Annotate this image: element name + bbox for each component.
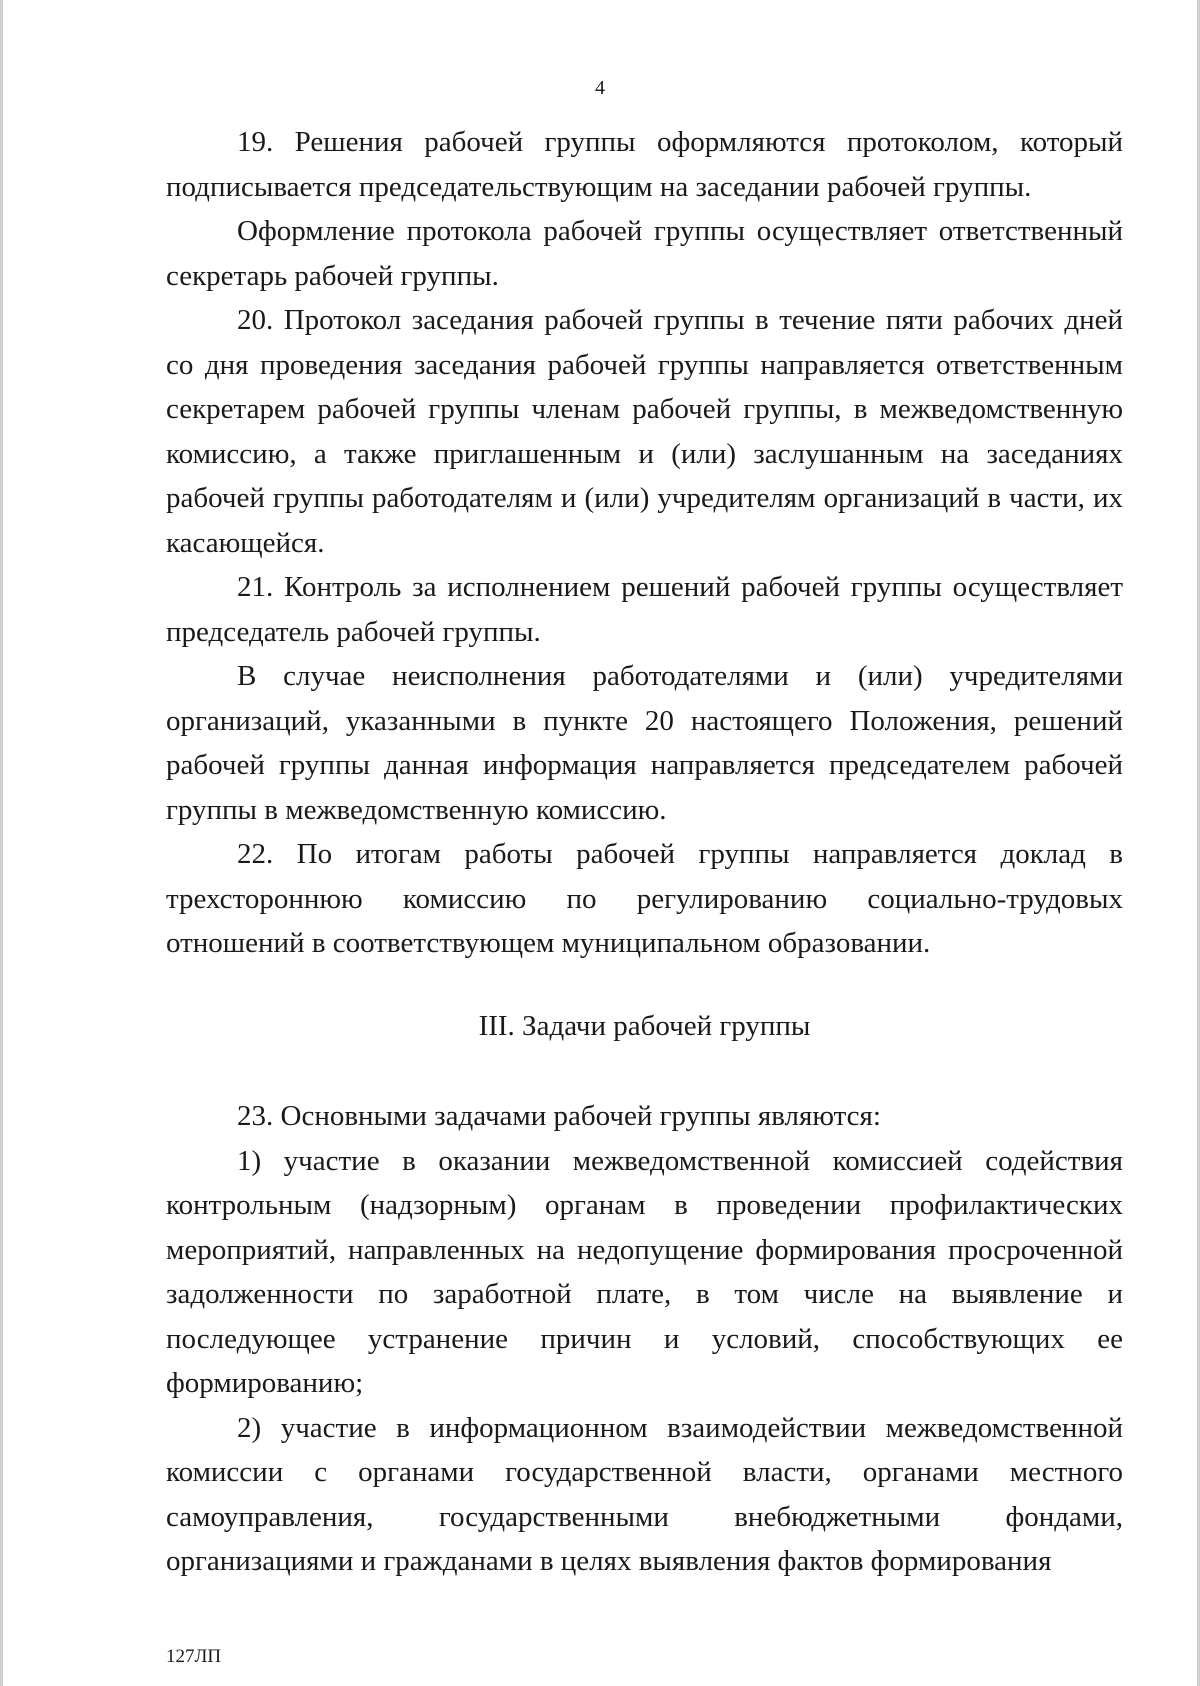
paragraph-21: 21. Контроль за исполнением решений рабочей группы осуществляет председатель рабочей группы. [166, 571, 1123, 648]
paragraph-21-non-execution: В случае неисполнения работодателями и (или) учредителями организаций, указанными в пункте 20 настоящего Положения, решений рабочей группы данная информация направляется председателем рабочей группы в межведомственную комиссию. [166, 660, 1123, 826]
paragraph-22: 22. По итогам работы рабочей группы направляется доклад в трехстороннюю комиссию по регулированию социально-трудовых отношений в соответствующем муниципальном образовании. [166, 838, 1123, 959]
scan-edge-left [0, 0, 3, 1686]
paragraph-19: 19. Решения рабочей группы оформляются протоколом, который подписывается председательствующим на заседании рабочей группы. [166, 126, 1123, 203]
paragraph-19-protocol-execution: Оформление протокола рабочей группы осуществляет ответственный секретарь рабочей группы. [166, 215, 1123, 292]
paragraph-23: 23. Основными задачами рабочей группы являются: [237, 1100, 881, 1132]
page-number: 4 [595, 77, 605, 99]
paragraph-20: 20. Протокол заседания рабочей группы в течение пяти рабочих дней со дня проведения заседания рабочей группы направляется ответственным секретарем рабочей группы членам рабочей группы, в межведомственную комиссию, а также приглашенным и (или) заслушанным на заседаниях рабочей группы работодателям и (или) учредителям организаций в части, их касающейся. [166, 304, 1123, 559]
section-heading: III. Задачи рабочей группы [478, 1009, 811, 1042]
document-body [166, 120, 1123, 1584]
document-code: 127ЛП [166, 1646, 222, 1667]
paragraph-23-item-1: 1) участие в оказании межведомственной комиссией содействия контрольным (надзорным) органам в проведении профилактических мероприятий, направленных на недопущение формирования просроченной задолженности по заработной плате, в том числе на выявление и последующее устранение причин и условий, способствующих ее формированию; [166, 1144, 1123, 1399]
paragraph-23-item-2: 2) участие в информационном взаимодействии межведомственной комиссии с органами государственной власти, органами местного самоуправления, государственными внебюджетными фондами, организациями и гражданами в целях выявления фактов формирования [166, 1411, 1123, 1577]
